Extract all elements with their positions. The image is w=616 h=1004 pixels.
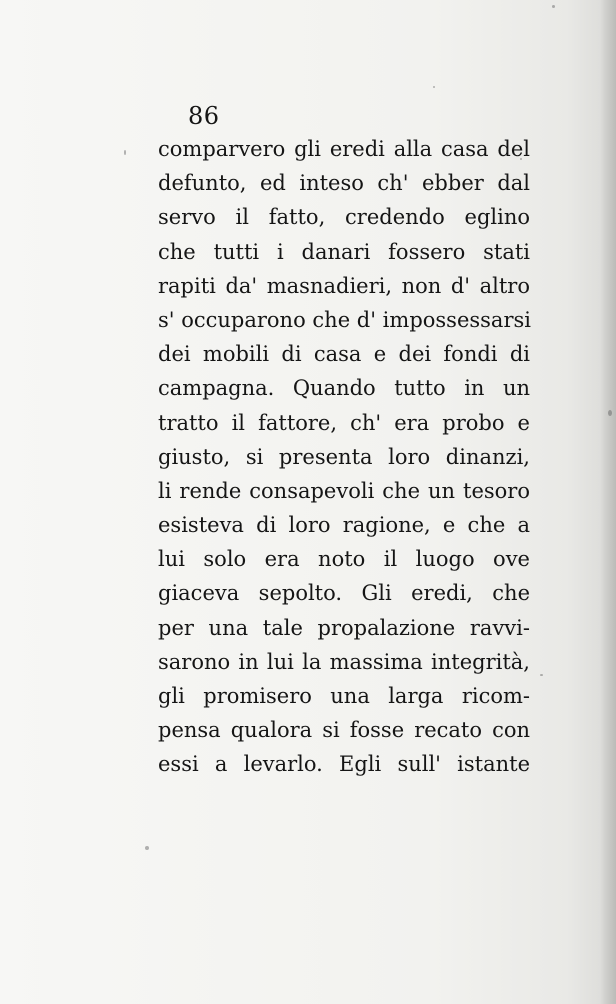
- paper-speck: [552, 5, 555, 8]
- text-line: gli promisero una larga ricom-: [158, 684, 530, 708]
- body-text: [158, 132, 530, 782]
- text-line: essi a levarlo. Egli sull' istante: [158, 752, 530, 777]
- text-line: giusto, si presenta loro dinanzi,: [158, 444, 530, 469]
- paper-speck: [145, 846, 149, 850]
- text-line: tratto il fattore, ch' era probo e: [158, 410, 530, 435]
- text-line: campagna. Quando tutto in un: [158, 376, 530, 401]
- text-line: defunto, ed inteso ch' ebber dal: [158, 171, 530, 196]
- paper-speck: [433, 86, 435, 88]
- text-line: pensa qualora si fosse recato con: [158, 718, 530, 743]
- text-line: servo il fatto, credendo eglino: [158, 205, 530, 230]
- paper-speck: [608, 410, 612, 416]
- text-line: per una tale propalazione ravvi-: [158, 615, 530, 640]
- text-line: comparvero gli eredi alla casa del: [158, 137, 530, 161]
- text-line: giaceva sepolto. Gli eredi, che: [158, 581, 530, 606]
- page-edge-shadow: [600, 0, 616, 1004]
- text-line: li rende consapevoli che un tesoro: [158, 478, 530, 503]
- text-line: lui solo era noto il luogo ove: [158, 547, 530, 572]
- text-line: esisteva di loro ragione, e che a: [158, 513, 530, 538]
- paper-speck: [124, 150, 126, 155]
- paper-speck: [540, 674, 543, 676]
- text-line: dei mobili di casa e dei fondi di: [158, 342, 530, 367]
- text-line: sarono in lui la massima integrità,: [158, 649, 530, 674]
- text-line: rapiti da' masnadieri, non d' altro: [158, 273, 530, 298]
- text-line: s' occuparono che d' impossessarsi: [158, 307, 531, 332]
- page-number: 86: [188, 102, 220, 130]
- text-line: che tutti i danari fossero stati: [158, 239, 530, 264]
